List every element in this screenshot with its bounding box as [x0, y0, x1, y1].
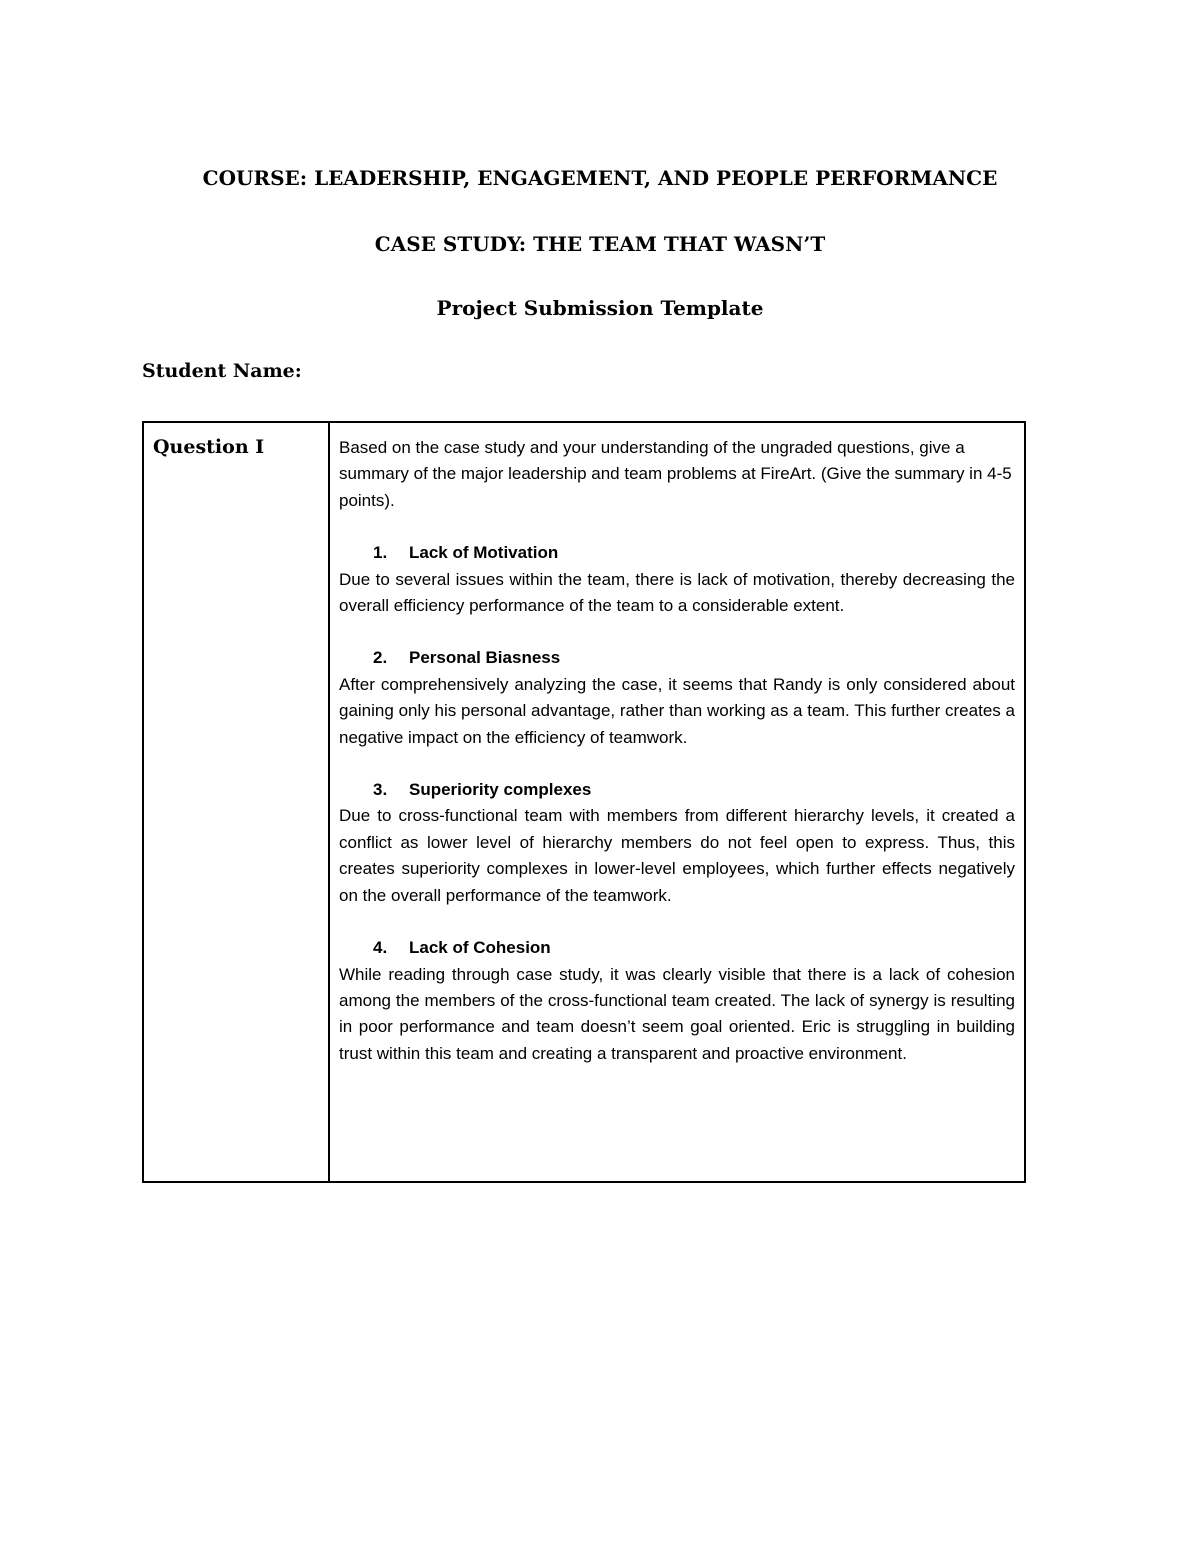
point-number: 2. — [373, 648, 388, 668]
point-number: 1. — [373, 543, 388, 563]
point-body: While reading through case study, it was clearly visible that there is a lack of cohesion among the members of the cross-functional team created. The lack of synergy is resulting in poor performance and team doesn’t seem goal oriented. Eric is struggling in building trust within this team and creating a transparent and proactive environment. — [339, 964, 1015, 1063]
point-heading — [339, 935, 1015, 961]
point-title: Superiority complexes — [409, 780, 592, 800]
point-heading — [339, 777, 1015, 803]
point-body: Due to several issues within the team, there is lack of motivation, thereby decreasing the overall efficiency performance of the team to a considerable extent. — [339, 569, 1015, 616]
question-prompt: Based on the case study and your understanding of the ungraded questions, give a summary of the major leadership and team problems at FireArt. (Give the summary in 4-5 points). — [339, 438, 1012, 510]
point-body: After comprehensively analyzing the case, it seems that Randy is only considered about gaining only his personal advantage, rather than working as a team. This further creates a negative impact on the efficiency of teamwork. — [339, 674, 1015, 747]
point-number: 3. — [373, 780, 388, 800]
point-body: Due to cross-functional team with members from different hierarchy levels, it created a conflict as lower level of hierarchy members do not feel open to express. Thus, this creates superiority complexes in lower-level employees, which further effects negatively on the overall performance of the teamwork. — [339, 806, 1015, 905]
question-table — [142, 421, 1026, 1183]
point-heading — [339, 645, 1015, 671]
case-study-title: CASE STUDY: THE TEAM THAT WASN’T — [374, 232, 826, 256]
point-title: Lack of Cohesion — [409, 938, 551, 958]
answer-cell — [339, 435, 1015, 1067]
question-label-cell — [144, 423, 330, 1181]
point-4 — [339, 935, 1015, 1067]
point-1 — [339, 540, 1015, 619]
point-heading — [339, 540, 1015, 566]
course-title: COURSE: LEADERSHIP, ENGAGEMENT, AND PEOPLE PERFORMANCE — [202, 166, 998, 190]
template-title: Project Submission Template — [436, 296, 764, 320]
student-name-label: Student Name: — [142, 360, 302, 382]
point-2 — [339, 645, 1015, 751]
point-3 — [339, 777, 1015, 909]
question-label: Question I — [153, 436, 265, 458]
point-title: Personal Biasness — [409, 648, 561, 668]
point-title: Lack of Motivation — [409, 543, 559, 563]
point-number: 4. — [373, 938, 388, 958]
